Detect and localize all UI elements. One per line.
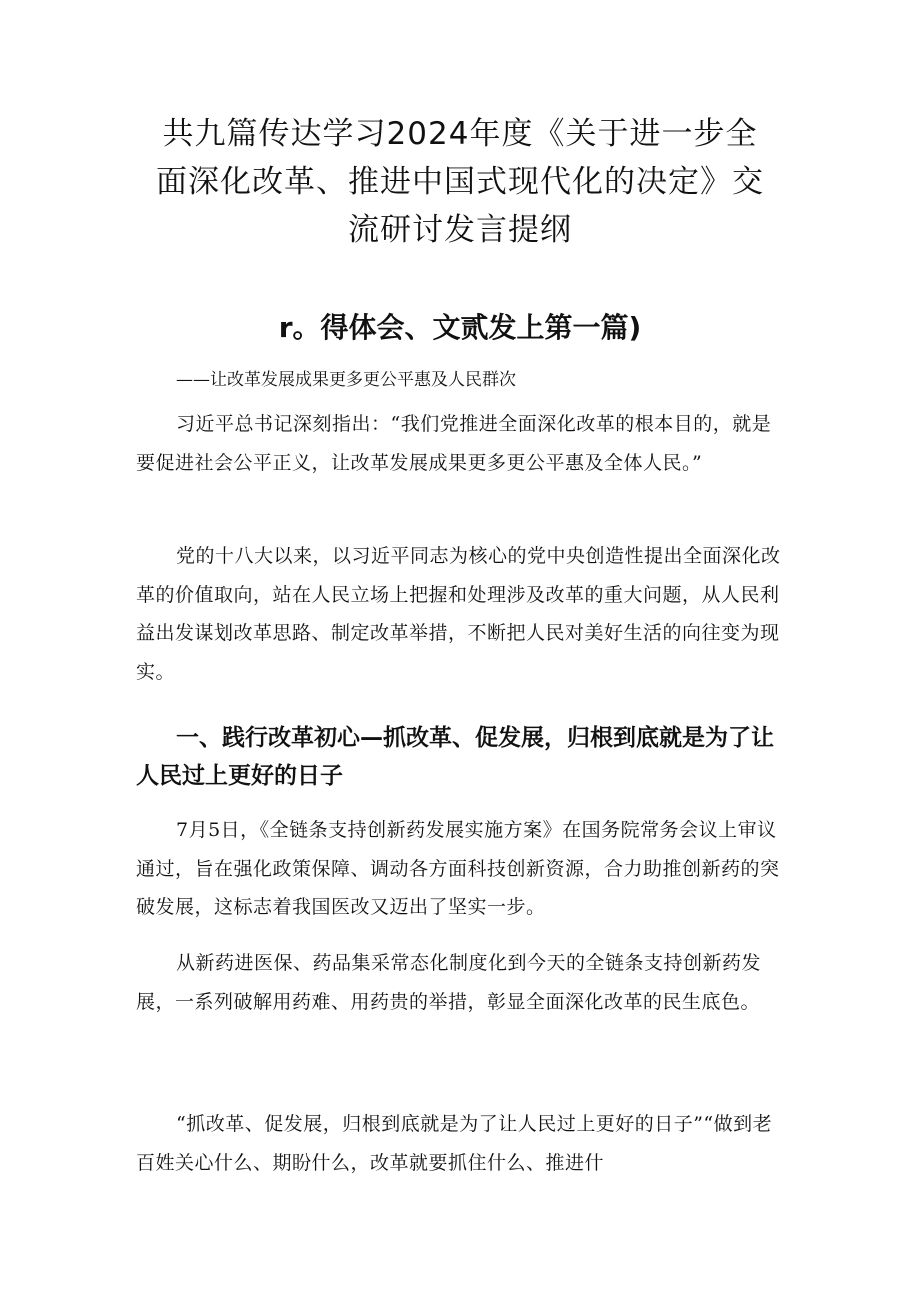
- title-line-1: 共九篇传达学习2024年度《关于进一步全: [162, 116, 758, 152]
- document-title: [130, 110, 790, 254]
- heading-1: 一、践行改革初心—抓改革、促发展，归根到底就是为了让人民过上更好的日子: [136, 725, 774, 789]
- paragraph-2: 党的十八大以来，以习近平同志为核心的党中央创造性提出全面深化改革的价值取向，站在人民立场上把握和处理涉及改革的重大问题，从人民利益出发谋划改革思路、制定改革举措，不断把人民对美好生活的向往变为现实。: [136, 545, 781, 683]
- dash-subheading: ——让改革发展成果更多更公平惠及人民群次: [176, 370, 516, 390]
- paragraph-1: 习近平总书记深刻指出：“我们党推进全面深化改革的根本目的，就是要促进社会公平正义，让改革发展成果更多更公平惠及全体人民。”: [136, 413, 772, 474]
- section-subtitle: r。得体会、文贰发上第一篇): [278, 311, 642, 344]
- title-line-2: 面深化改革、推进中国式现代化的决定》交: [156, 164, 764, 200]
- paragraph-3: 7月5日，《全链条支持创新药发展实施方案》在国务院常务会议上审议通过，旨在强化政策保障、调动各方面科技创新资源，合力助推创新药的突破发展，这标志着我国医改又迈出了坚实一步。: [136, 819, 780, 918]
- title-line-3: 流研讨发言提纲: [348, 212, 572, 248]
- paragraph-4: 从新药进医保、药品集采常态化制度化到今天的全链条支持创新药发展，一系列破解用药难、用药贵的举措，彰显全面深化改革的民生底色。: [136, 952, 762, 1013]
- paragraph-5: “抓改革、促发展，归根到底就是为了让人民过上更好的日子”“做到老百姓关心什么、期盼什么，改革就要抓住什么、推进什: [136, 1113, 773, 1174]
